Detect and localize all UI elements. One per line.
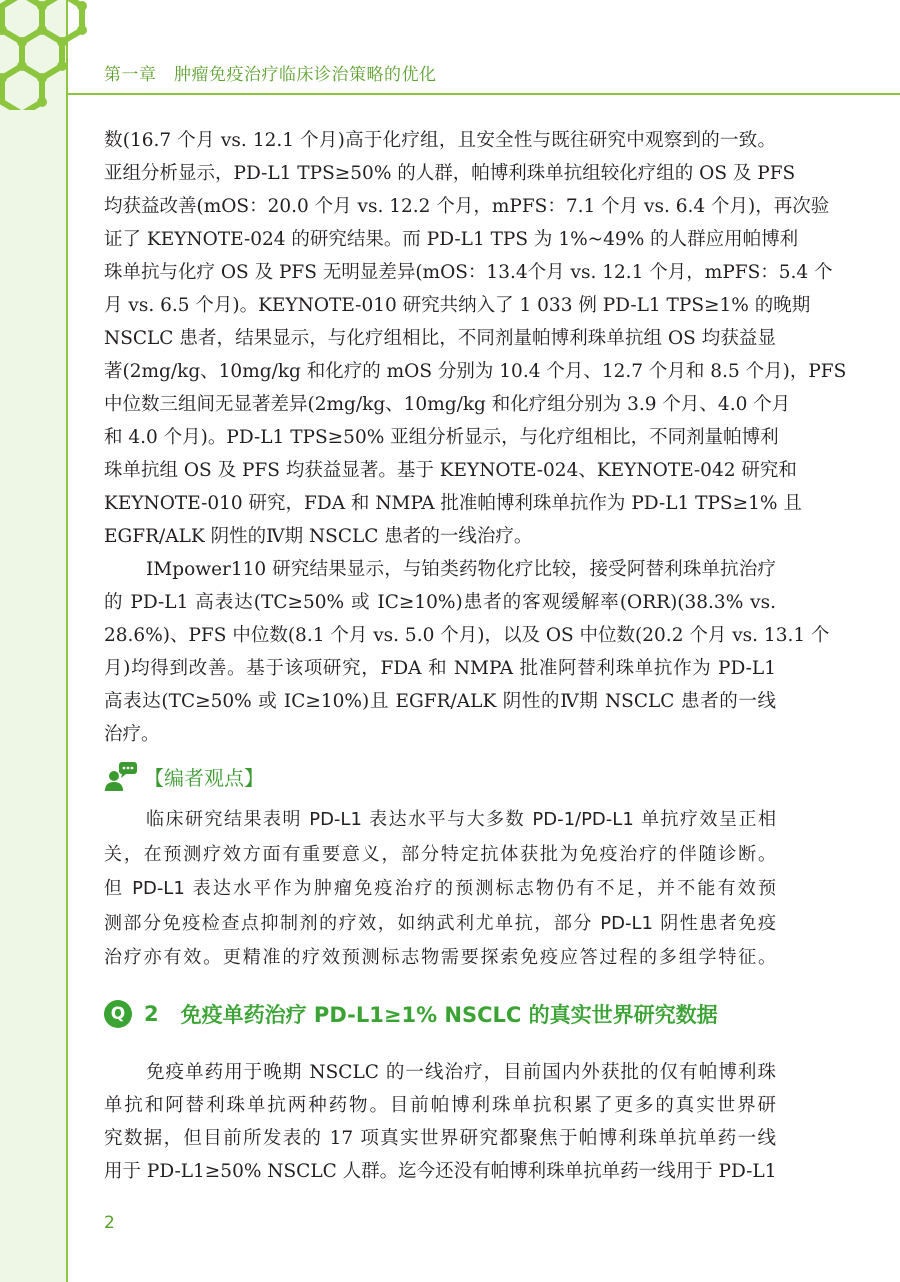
text-line: EGFR/ALK 阴性的Ⅳ期 NSCLC 患者的一线治疗。 (104, 526, 533, 547)
commentator-icon (104, 761, 138, 791)
text-line: 治疗。 (104, 724, 160, 745)
text-line: 究数据，但目前所发表的 17 项真实世界研究都聚焦于帕博利珠单抗单药一线 (104, 1128, 776, 1149)
paragraph-2 (104, 553, 830, 751)
text-line: 的 PD-L1 高表达(TC≥50% 或 IC≥10%)患者的客观缓解率(ORR)(38.3% vs. (104, 592, 776, 613)
text-line: 但 PD-L1 表达水平作为肿瘤免疫治疗的预测标志物仍有不足，并不能有效预 (104, 878, 776, 899)
text-line: 中位数三组间无显著差异(2mg/kg、10mg/kg 和化疗组分别为 3.9 个月、4.0 个月 (104, 394, 791, 415)
chapter-title: 第一章 肿瘤免疫治疗临床诊治策略的优化 (104, 65, 437, 85)
text-line: 测部分免疫检查点抑制剂的疗效，如纳武利尤单抗，部分 PD-L1 阴性患者免疫 (104, 912, 776, 934)
page-number: 2 (104, 1213, 115, 1233)
section-number: 2 (144, 1002, 159, 1026)
paragraph-3 (104, 1056, 776, 1188)
text-line: 和 4.0 个月)。PD-L1 TPS≥50% 亚组分析显示，与化疗组相比，不同剂量帕博利 (104, 427, 779, 448)
text-line: KEYNOTE-010 研究，FDA 和 NMPA 批准帕博利珠单抗作为 PD-L1 TPS≥1% 且 (104, 493, 802, 514)
text-line: 28.6%)、PFS 中位数(8.1 个月 vs. 5.0 个月)，以及 OS 中位数(20.2 个月 vs. 13.1 个 (104, 625, 830, 646)
text-line: 数(16.7 个月 vs. 12.1 个月)高于化疗组，且安全性与既往研究中观察到的一致。 (104, 130, 776, 151)
section-heading (104, 996, 718, 1032)
header-rule (66, 93, 900, 95)
text-line: IMpower110 研究结果显示，与铂类药物化疗比较，接受阿替利珠单抗治疗 (146, 559, 776, 580)
text-line: 免疫单药用于晚期 NSCLC 的一线治疗，目前国内外获批的仅有帕博利珠 (146, 1062, 776, 1083)
section-title: 免疫单药治疗 PD-L1≥1% NSCLC 的真实世界研究数据 (180, 1003, 718, 1027)
question-badge-icon: Q (104, 1000, 132, 1028)
text-line: 月)均得到改善。基于该项研究，FDA 和 NMPA 批准阿替利珠单抗作为 PD-L1 (104, 658, 776, 679)
text-line: 关，在预测疗效方面有重要意义，部分特定抗体获批为免疫治疗的伴随诊断。 (104, 843, 776, 865)
text-line: 治疗亦有效。更精准的疗效预测标志物需要探索免疫应答过程的多组学特征。 (104, 947, 776, 968)
text-line: 珠单抗与化疗 OS 及 PFS 无明显差异(mOS：13.4个月 vs. 12.1 个月，mPFS：5.4 个 (104, 262, 833, 283)
text-line: 单抗和阿替利珠单抗两种药物。目前帕博利珠单抗积累了更多的真实世界研 (104, 1095, 776, 1116)
text-line: NSCLC 患者，结果显示，与化疗组相比，不同剂量帕博利珠单抗组 OS 均获益显 (104, 328, 776, 349)
text-line: 用于 PD-L1≥50% NSCLC 人群。迄今还没有帕博利珠单抗单药一线用于 PD-L1 (104, 1161, 777, 1182)
text-line: 珠单抗组 OS 及 PFS 均获益显著。基于 KEYNOTE-024、KEYNOTE-042 研究和 (104, 460, 797, 481)
text-line: 月 vs. 6.5 个月)。KEYNOTE-010 研究共纳入了 1 033 例 PD-L1 TPS≥1% 的晚期 (104, 295, 811, 316)
editor-heading-label: 【编者观点】 (144, 765, 264, 790)
text-line: 高表达(TC≥50% 或 IC≥10%)且 EGFR/ALK 阴性的Ⅳ期 NSCLC 患者的一线 (104, 691, 776, 712)
text-line: 著(2mg/kg、10mg/kg 和化疗的 mOS 分别为 10.4 个月、12.7 个月和 8.5 个月)，PFS (104, 361, 847, 382)
text-line: 均获益改善(mOS：20.0 个月 vs. 12.2 个月，mPFS：7.1 个月 vs. 6.4 个月)，再次验 (104, 196, 830, 217)
text-line: 证了 KEYNOTE-024 的研究结果。而 PD-L1 TPS 为 1%~49% 的人群应用帕博利 (104, 229, 799, 250)
text-line: 临床研究结果表明 PD-L1 表达水平与大多数 PD-1/PD-L1 单抗疗效呈正相 (146, 809, 776, 830)
editor-viewpoint-heading (104, 760, 264, 792)
editor-viewpoint-text (104, 803, 776, 976)
text-line: 亚组分析显示，PD-L1 TPS≥50% 的人群，帕博利珠单抗组较化疗组的 OS 及 PFS (104, 163, 796, 184)
left-margin-band (0, 0, 68, 1282)
paragraph-1 (104, 124, 847, 553)
